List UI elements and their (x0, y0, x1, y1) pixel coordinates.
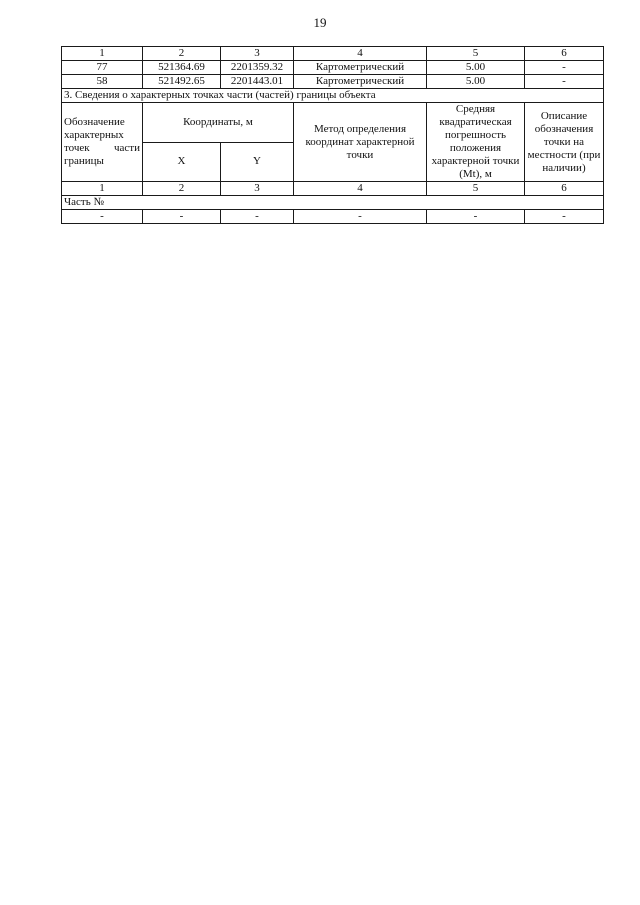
column-number-row (62, 47, 604, 61)
header-method: Метод определения координат характерной точки (294, 103, 427, 182)
header-designation-word: части (114, 142, 140, 154)
point-id: 77 (62, 61, 143, 75)
header-y: Y (221, 142, 294, 182)
column-number: 5 (427, 47, 525, 61)
column-number: 2 (143, 182, 221, 196)
column-number: 6 (525, 182, 604, 196)
description: - (525, 61, 604, 75)
part-label: Часть № (62, 196, 604, 210)
empty-cell: - (294, 210, 427, 224)
coord-y: 2201443.01 (221, 75, 294, 89)
table-row (62, 75, 604, 89)
empty-cell: - (221, 210, 294, 224)
header-description: Описание обозначения точки на местности (при наличии) (525, 103, 604, 182)
column-number-row (62, 182, 604, 196)
accuracy: 5.00 (427, 75, 525, 89)
header-row-top (62, 103, 604, 143)
empty-cell: - (143, 210, 221, 224)
method: Картометрический (294, 61, 427, 75)
column-number: 1 (62, 47, 143, 61)
header-accuracy: Средняя квадратическая погрешность положения характерной точки (Mt), м (427, 103, 525, 182)
coord-x: 521364.69 (143, 61, 221, 75)
header-designation-line: границы (64, 155, 104, 167)
accuracy: 5.00 (427, 61, 525, 75)
header-designation-line: Обозначение (64, 116, 125, 128)
table-row (62, 210, 604, 224)
section-title: 3. Сведения о характерных точках части (частей) границы объекта (62, 89, 604, 103)
column-number: 6 (525, 47, 604, 61)
part-row (62, 196, 604, 210)
boundary-points-table (61, 46, 604, 224)
header-designation-line: характерных (64, 129, 124, 141)
table-row (62, 61, 604, 75)
method: Картометрический (294, 75, 427, 89)
header-coordinates: Координаты, м (143, 103, 294, 143)
empty-cell: - (427, 210, 525, 224)
header-x: X (143, 142, 221, 182)
column-number: 4 (294, 47, 427, 61)
header-designation-line-justified (64, 142, 140, 155)
column-number: 3 (221, 47, 294, 61)
coord-x: 521492.65 (143, 75, 221, 89)
page-number: 19 (313, 15, 327, 30)
description: - (525, 75, 604, 89)
empty-cell: - (62, 210, 143, 224)
column-number: 2 (143, 47, 221, 61)
column-number: 1 (62, 182, 143, 196)
header-designation-word: точек (64, 142, 90, 154)
header-designation (62, 103, 143, 182)
empty-cell: - (525, 210, 604, 224)
section-title-row (62, 89, 604, 103)
coord-y: 2201359.32 (221, 61, 294, 75)
point-id: 58 (62, 75, 143, 89)
column-number: 3 (221, 182, 294, 196)
column-number: 5 (427, 182, 525, 196)
column-number: 4 (294, 182, 427, 196)
